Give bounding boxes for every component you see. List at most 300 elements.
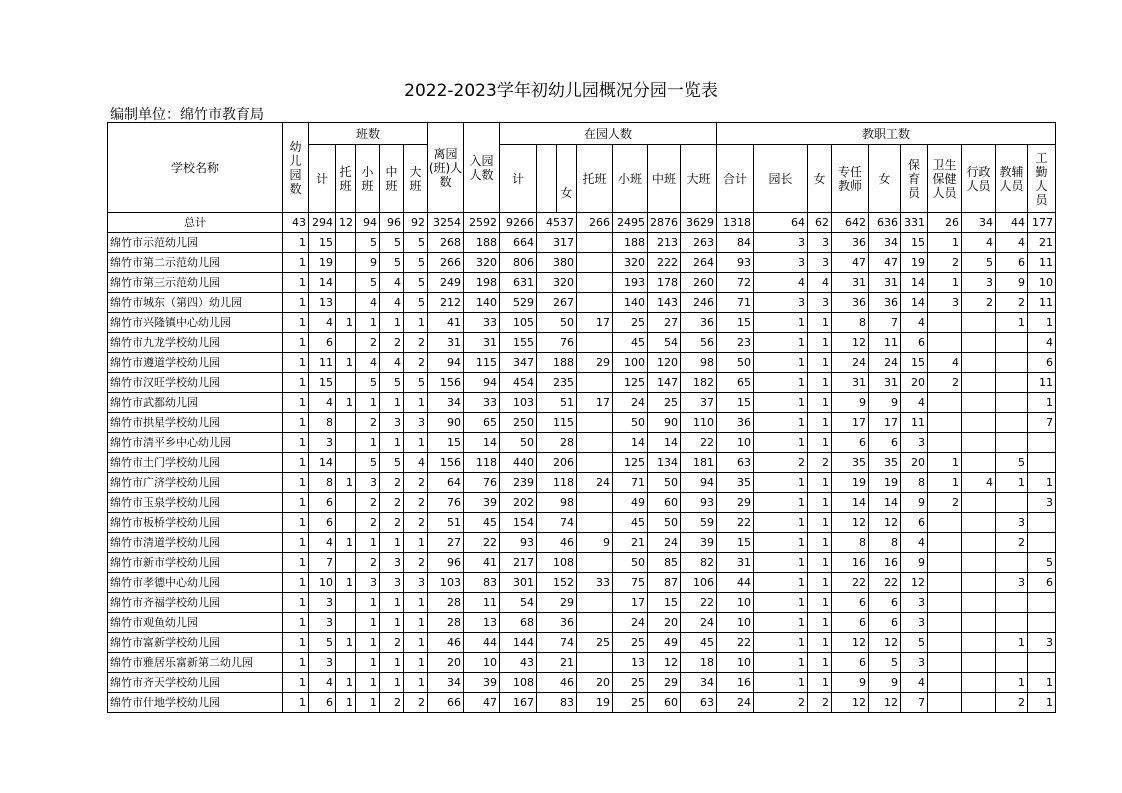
value-cell: 4 (309, 673, 336, 693)
value-cell (336, 553, 356, 573)
value-cell: 2 (404, 513, 428, 533)
school-name-cell: 绵竹市第三示范幼儿园 (108, 273, 283, 293)
value-cell: 6 (309, 333, 336, 353)
value-cell: 68 (500, 613, 537, 633)
value-cell: 36 (869, 293, 901, 313)
value-cell (336, 453, 356, 473)
value-cell: 36 (537, 613, 577, 633)
value-cell: 6 (309, 693, 336, 713)
value-cell: 27 (648, 313, 681, 333)
value-cell: 47 (464, 693, 500, 713)
value-cell: 93 (500, 533, 537, 553)
value-cell: 83 (537, 693, 577, 713)
header-teachers-female: 女 (869, 145, 901, 213)
table-row (108, 253, 1056, 273)
value-cell: 66 (428, 693, 464, 713)
value-cell: 93 (717, 253, 754, 273)
value-cell (1028, 593, 1056, 613)
value-cell: 15 (428, 433, 464, 453)
value-cell: 1 (808, 333, 832, 353)
value-cell: 1 (283, 553, 309, 573)
value-cell: 22 (717, 633, 754, 653)
value-cell: 15 (901, 353, 928, 373)
value-cell: 1 (928, 273, 962, 293)
value-cell: 125 (613, 373, 648, 393)
value-cell: 2 (356, 333, 380, 353)
value-cell: 49 (648, 633, 681, 653)
value-cell: 1 (356, 533, 380, 553)
value-cell (996, 353, 1028, 373)
value-cell: 63 (717, 453, 754, 473)
value-cell: 50 (537, 313, 577, 333)
value-cell (336, 333, 356, 353)
value-cell: 2 (380, 693, 404, 713)
value-cell: 1 (356, 593, 380, 613)
value-cell: 3 (356, 573, 380, 593)
header-classes-small: 小班 (356, 145, 380, 213)
value-cell: 4 (309, 393, 336, 413)
table-row (108, 293, 1056, 313)
table-row (108, 433, 1056, 453)
value-cell: 2 (380, 333, 404, 353)
kindergarten-table (107, 122, 1056, 713)
value-cell: 5 (901, 633, 928, 653)
value-cell: 62 (808, 213, 832, 233)
value-cell: 7 (1028, 413, 1056, 433)
value-cell: 17 (869, 413, 901, 433)
value-cell (962, 553, 996, 573)
value-cell: 1 (996, 313, 1028, 333)
value-cell: 14 (309, 273, 336, 293)
school-name-cell: 绵竹市清平乡中心幼儿园 (108, 433, 283, 453)
value-cell: 39 (681, 533, 717, 553)
value-cell: 140 (464, 293, 500, 313)
value-cell: 3 (309, 433, 336, 453)
value-cell: 9 (577, 533, 613, 553)
value-cell: 1 (808, 613, 832, 633)
value-cell: 3 (309, 613, 336, 633)
header-principal: 园长 (754, 145, 808, 213)
value-cell: 8 (309, 413, 336, 433)
value-cell: 12 (336, 213, 356, 233)
value-cell: 83 (464, 573, 500, 593)
value-cell: 12 (869, 633, 901, 653)
value-cell (577, 453, 613, 473)
table-row (108, 413, 1056, 433)
value-cell: 1 (1028, 313, 1056, 333)
table-row (108, 393, 1056, 413)
value-cell (962, 453, 996, 473)
value-cell: 2 (996, 693, 1028, 713)
value-cell: 36 (681, 313, 717, 333)
value-cell (962, 673, 996, 693)
value-cell: 1 (283, 653, 309, 673)
value-cell: 440 (500, 453, 537, 473)
value-cell: 29 (537, 593, 577, 613)
value-cell: 1 (1028, 673, 1056, 693)
value-cell: 47 (869, 253, 901, 273)
table-row (108, 353, 1056, 373)
value-cell (928, 393, 962, 413)
value-cell: 1 (283, 333, 309, 353)
value-cell: 347 (500, 353, 537, 373)
value-cell (962, 653, 996, 673)
value-cell: 1 (808, 533, 832, 553)
header-enrolled-infant: 托班 (577, 145, 613, 213)
value-cell: 50 (717, 353, 754, 373)
value-cell: 1 (808, 653, 832, 673)
value-cell: 1 (808, 373, 832, 393)
value-cell: 100 (613, 353, 648, 373)
value-cell: 12 (832, 693, 869, 713)
value-cell: 1 (283, 293, 309, 313)
value-cell: 4 (356, 293, 380, 313)
value-cell: 31 (717, 553, 754, 573)
value-cell (336, 433, 356, 453)
value-cell: 15 (717, 313, 754, 333)
value-cell: 320 (464, 253, 500, 273)
value-cell: 213 (648, 233, 681, 253)
value-cell: 3 (309, 653, 336, 673)
value-cell: 44 (996, 213, 1028, 233)
value-cell: 8 (832, 533, 869, 553)
value-cell (962, 513, 996, 533)
value-cell: 105 (500, 313, 537, 333)
value-cell: 1 (808, 553, 832, 573)
value-cell: 35 (832, 453, 869, 473)
value-cell: 1 (283, 693, 309, 713)
value-cell: 17 (832, 413, 869, 433)
value-cell (577, 613, 613, 633)
value-cell: 1 (356, 693, 380, 713)
value-cell: 98 (537, 493, 577, 513)
value-cell: 1 (380, 313, 404, 333)
value-cell: 1 (380, 613, 404, 633)
value-cell: 5 (869, 653, 901, 673)
value-cell (1028, 613, 1056, 633)
header-kindergarten-count: 幼儿园数 (283, 123, 309, 213)
value-cell: 664 (500, 233, 537, 253)
value-cell: 1 (283, 513, 309, 533)
value-cell: 294 (309, 213, 336, 233)
header-enrolled-female: 女 (560, 186, 573, 200)
value-cell: 1 (336, 473, 356, 493)
value-cell: 60 (648, 493, 681, 513)
value-cell: 19 (309, 253, 336, 273)
value-cell: 3 (404, 573, 428, 593)
value-cell: 1 (996, 673, 1028, 693)
value-cell: 13 (613, 653, 648, 673)
value-cell: 3 (404, 413, 428, 433)
value-cell: 26 (928, 213, 962, 233)
value-cell (962, 333, 996, 353)
value-cell: 15 (901, 233, 928, 253)
value-cell: 1 (283, 273, 309, 293)
value-cell: 14 (613, 433, 648, 453)
value-cell: 24 (681, 613, 717, 633)
value-cell (336, 293, 356, 313)
value-cell: 14 (901, 293, 928, 313)
value-cell: 18 (681, 653, 717, 673)
value-cell: 17 (613, 593, 648, 613)
value-cell (962, 573, 996, 593)
value-cell (336, 613, 356, 633)
value-cell: 125 (613, 453, 648, 473)
value-cell: 9 (832, 393, 869, 413)
value-cell: 11 (869, 333, 901, 353)
value-cell: 1 (754, 633, 808, 653)
value-cell: 45 (613, 513, 648, 533)
value-cell: 1 (380, 533, 404, 553)
header-enrolled-small: 小班 (613, 145, 648, 213)
value-cell: 1 (754, 353, 808, 373)
school-name-cell: 绵竹市富新学校幼儿园 (108, 633, 283, 653)
value-cell: 5 (380, 253, 404, 273)
value-cell: 5 (1028, 553, 1056, 573)
value-cell: 36 (832, 293, 869, 313)
header-classes-large: 大班 (404, 145, 428, 213)
value-cell: 1 (380, 433, 404, 453)
school-name-cell: 总计 (108, 213, 283, 233)
value-cell: 11 (901, 413, 928, 433)
value-cell: 6 (901, 513, 928, 533)
header-enrolled: 在园人数 (500, 123, 717, 145)
value-cell: 5 (309, 633, 336, 653)
school-name-cell: 绵竹市拱星学校幼儿园 (108, 413, 283, 433)
value-cell: 25 (648, 393, 681, 413)
header-enrolled-large: 大班 (681, 145, 717, 213)
value-cell: 16 (717, 673, 754, 693)
value-cell: 2 (356, 493, 380, 513)
value-cell (928, 533, 962, 553)
value-cell: 31 (832, 373, 869, 393)
value-cell: 59 (681, 513, 717, 533)
value-cell: 13 (309, 293, 336, 313)
value-cell: 152 (537, 573, 577, 593)
value-cell: 63 (681, 693, 717, 713)
value-cell: 5 (356, 453, 380, 473)
value-cell (928, 573, 962, 593)
school-name-cell: 绵竹市齐福学校幼儿园 (108, 593, 283, 613)
value-cell: 642 (832, 213, 869, 233)
value-cell: 140 (613, 293, 648, 313)
table-row (108, 693, 1056, 713)
value-cell: 2 (380, 493, 404, 513)
value-cell: 1 (283, 633, 309, 653)
value-cell: 268 (428, 233, 464, 253)
header-classes: 班数 (309, 123, 428, 145)
value-cell (577, 413, 613, 433)
value-cell: 4 (380, 273, 404, 293)
value-cell: 45 (613, 333, 648, 353)
value-cell: 182 (681, 373, 717, 393)
value-cell: 1 (404, 393, 428, 413)
value-cell: 12 (648, 653, 681, 673)
value-cell: 41 (428, 313, 464, 333)
value-cell (336, 513, 356, 533)
value-cell: 3 (380, 573, 404, 593)
header-staff-total: 合计 (717, 145, 754, 213)
table-row (108, 573, 1056, 593)
value-cell: 115 (464, 353, 500, 373)
value-cell: 1 (336, 393, 356, 413)
value-cell: 4 (356, 353, 380, 373)
value-cell: 1 (404, 433, 428, 453)
value-cell (336, 273, 356, 293)
value-cell: 1 (754, 493, 808, 513)
value-cell (962, 313, 996, 333)
value-cell: 1 (1028, 393, 1056, 413)
value-cell: 2 (356, 413, 380, 433)
value-cell: 33 (577, 573, 613, 593)
value-cell: 19 (832, 473, 869, 493)
value-cell: 1 (356, 393, 380, 413)
school-name-cell: 绵竹市板桥学校幼儿园 (108, 513, 283, 533)
value-cell: 94 (464, 373, 500, 393)
value-cell: 6 (832, 433, 869, 453)
school-name-cell: 绵竹市清道学校幼儿园 (108, 533, 283, 553)
value-cell (577, 593, 613, 613)
value-cell: 1 (404, 653, 428, 673)
header-classes-total: 计 (309, 145, 336, 213)
value-cell: 2 (962, 293, 996, 313)
value-cell: 90 (648, 413, 681, 433)
value-cell: 50 (648, 513, 681, 533)
value-cell: 20 (901, 453, 928, 473)
value-cell: 267 (537, 293, 577, 313)
value-cell: 1 (928, 473, 962, 493)
school-name-cell: 绵竹市城东（第四）幼儿园 (108, 293, 283, 313)
value-cell: 5 (404, 253, 428, 273)
value-cell: 1 (356, 673, 380, 693)
value-cell: 1 (380, 653, 404, 673)
value-cell: 2 (356, 553, 380, 573)
value-cell: 7 (309, 553, 336, 573)
table-row (108, 373, 1056, 393)
value-cell: 1318 (717, 213, 754, 233)
value-cell: 2495 (613, 213, 648, 233)
value-cell: 6 (309, 493, 336, 513)
value-cell: 3 (996, 513, 1028, 533)
value-cell: 154 (500, 513, 537, 533)
value-cell: 106 (681, 573, 717, 593)
value-cell: 529 (500, 293, 537, 313)
value-cell: 2 (404, 473, 428, 493)
value-cell: 37 (681, 393, 717, 413)
value-cell: 167 (500, 693, 537, 713)
value-cell: 1 (808, 473, 832, 493)
value-cell: 11 (464, 593, 500, 613)
value-cell: 3 (901, 433, 928, 453)
value-cell: 10 (717, 433, 754, 453)
value-cell (928, 333, 962, 353)
value-cell: 21 (613, 533, 648, 553)
value-cell: 90 (428, 413, 464, 433)
header-teachers: 专任教师 (832, 145, 869, 213)
value-cell: 1 (404, 593, 428, 613)
value-cell: 2 (380, 473, 404, 493)
value-cell: 1 (808, 513, 832, 533)
total-row (108, 213, 1056, 233)
value-cell (962, 533, 996, 553)
value-cell: 4 (901, 673, 928, 693)
value-cell (577, 233, 613, 253)
header-principal-female: 女 (808, 145, 832, 213)
value-cell (928, 553, 962, 573)
value-cell: 94 (356, 213, 380, 233)
value-cell: 1 (283, 253, 309, 273)
value-cell: 1 (356, 613, 380, 633)
value-cell: 2 (404, 333, 428, 353)
value-cell: 51 (537, 393, 577, 413)
value-cell (336, 413, 356, 433)
value-cell: 118 (464, 453, 500, 473)
value-cell (962, 613, 996, 633)
value-cell: 181 (681, 453, 717, 473)
value-cell: 156 (428, 373, 464, 393)
value-cell: 72 (717, 273, 754, 293)
school-name-cell: 绵竹市汉旺学校幼儿园 (108, 373, 283, 393)
value-cell: 1 (808, 353, 832, 373)
value-cell: 74 (537, 513, 577, 533)
value-cell (962, 373, 996, 393)
value-cell: 1 (283, 233, 309, 253)
value-cell: 31 (428, 333, 464, 353)
school-name-cell: 绵竹市九龙学校幼儿园 (108, 333, 283, 353)
value-cell: 1 (996, 473, 1028, 493)
school-name-cell: 绵竹市孝德中心幼儿园 (108, 573, 283, 593)
value-cell: 75 (613, 573, 648, 593)
school-name-cell: 绵竹市观鱼幼儿园 (108, 613, 283, 633)
value-cell: 9 (901, 493, 928, 513)
value-cell: 20 (577, 673, 613, 693)
value-cell: 14 (309, 453, 336, 473)
value-cell: 15 (648, 593, 681, 613)
value-cell: 1 (808, 573, 832, 593)
value-cell: 317 (537, 233, 577, 253)
value-cell: 6 (832, 593, 869, 613)
value-cell: 23 (717, 333, 754, 353)
value-cell: 1 (808, 673, 832, 693)
value-cell: 9 (869, 673, 901, 693)
value-cell: 14 (832, 493, 869, 513)
value-cell: 8 (901, 473, 928, 493)
value-cell: 65 (464, 413, 500, 433)
value-cell: 33 (464, 313, 500, 333)
value-cell: 1 (808, 313, 832, 333)
value-cell (962, 393, 996, 413)
value-cell: 1 (404, 613, 428, 633)
school-name-cell: 绵竹市第二示范幼儿园 (108, 253, 283, 273)
header-entering: 入园人数 (464, 123, 500, 213)
value-cell: 43 (283, 213, 309, 233)
value-cell: 31 (869, 273, 901, 293)
value-cell (1028, 453, 1056, 473)
value-cell: 12 (901, 573, 928, 593)
value-cell: 31 (832, 273, 869, 293)
table-row (108, 673, 1056, 693)
value-cell: 454 (500, 373, 537, 393)
value-cell: 19 (869, 473, 901, 493)
value-cell: 188 (537, 353, 577, 373)
value-cell: 263 (681, 233, 717, 253)
value-cell (928, 653, 962, 673)
value-cell: 212 (428, 293, 464, 313)
value-cell: 47 (832, 253, 869, 273)
value-cell: 6 (832, 613, 869, 633)
value-cell: 94 (428, 353, 464, 373)
value-cell: 1 (380, 673, 404, 693)
